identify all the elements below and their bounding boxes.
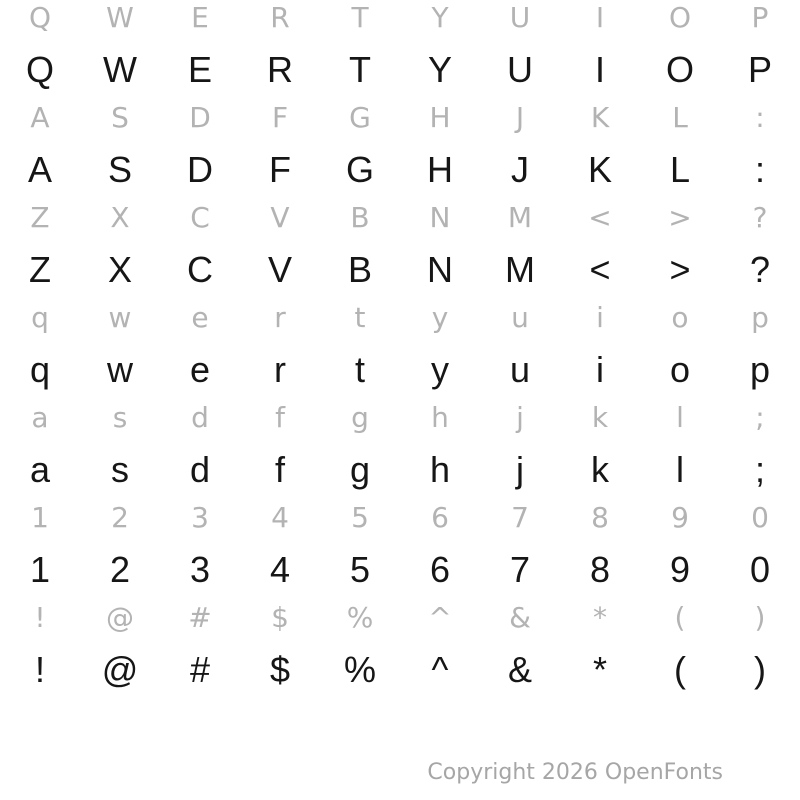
ref-character-cell: p bbox=[751, 301, 769, 334]
glyph-character-cell: % bbox=[343, 649, 376, 690]
ref-character-cell: q bbox=[31, 301, 49, 334]
ref-character-cell: t bbox=[354, 301, 366, 334]
glyph-character-cell: E bbox=[187, 49, 212, 90]
ref-character-cell: 4 bbox=[271, 501, 289, 534]
ref-character-cell: 8 bbox=[591, 501, 609, 534]
ref-character-cell: F bbox=[271, 101, 289, 134]
ref-character-cell: W bbox=[106, 1, 134, 34]
glyph-character-cell: k bbox=[591, 449, 609, 490]
ref-character-cell: l bbox=[676, 401, 684, 434]
glyph-character-cell: J bbox=[511, 149, 529, 190]
ref-character-cell: o bbox=[671, 301, 689, 334]
ref-character-cell: R bbox=[270, 1, 290, 34]
ref-character-cell: I bbox=[595, 1, 605, 34]
glyph-character-cell: F bbox=[269, 149, 291, 190]
ref-character-cell: < bbox=[588, 201, 612, 234]
glyph-character-cell: M bbox=[505, 249, 535, 290]
glyph-row-uppercase-top-row bbox=[0, 50, 800, 90]
glyph-character-cell: Q bbox=[25, 49, 54, 90]
glyph-character-cell: S bbox=[107, 149, 132, 190]
glyph-character-cell: 4 bbox=[269, 549, 291, 590]
ref-character-cell: ( bbox=[674, 601, 686, 634]
glyph-character-cell: H bbox=[427, 149, 453, 190]
glyph-character-cell: q bbox=[29, 349, 51, 390]
glyph-character-cell: ! bbox=[34, 649, 45, 690]
ref-character-cell: w bbox=[108, 301, 132, 334]
glyph-character-cell: 0 bbox=[749, 549, 771, 590]
ref-character-cell: O bbox=[668, 1, 692, 34]
glyph-character-cell: t bbox=[354, 349, 365, 390]
ref-character-cell: S bbox=[111, 101, 129, 134]
reference-row-lowercase-home-row bbox=[0, 398, 800, 438]
glyph-row-symbols-row bbox=[0, 650, 800, 690]
glyph-row-lowercase-top-row bbox=[0, 350, 800, 390]
ref-character-cell: J bbox=[515, 101, 525, 134]
glyph-character-cell: ? bbox=[749, 249, 771, 290]
ref-character-cell: B bbox=[350, 201, 370, 234]
glyph-character-cell: * bbox=[592, 649, 607, 690]
glyph-character-cell: h bbox=[429, 449, 451, 490]
glyph-character-cell: y bbox=[431, 349, 449, 390]
glyph-character-cell: V bbox=[267, 249, 292, 290]
glyph-character-cell: W bbox=[103, 49, 137, 90]
ref-character-cell: ? bbox=[752, 201, 768, 234]
glyph-character-cell: K bbox=[587, 149, 612, 190]
reference-row-lowercase-top-row bbox=[0, 298, 800, 338]
glyph-character-cell: w bbox=[107, 349, 133, 390]
ref-character-cell: j bbox=[516, 401, 524, 434]
glyph-character-cell: Y bbox=[427, 49, 452, 90]
ref-character-cell: E bbox=[191, 1, 209, 34]
glyph-character-cell: g bbox=[349, 449, 371, 490]
ref-character-cell: C bbox=[190, 201, 210, 234]
glyph-character-cell: O bbox=[665, 49, 694, 90]
glyph-character-cell: 1 bbox=[29, 549, 51, 590]
glyph-character-cell: N bbox=[427, 249, 453, 290]
ref-character-cell: @ bbox=[106, 601, 134, 634]
ref-character-cell: i bbox=[596, 301, 604, 334]
ref-character-cell: $ bbox=[271, 601, 289, 634]
ref-character-cell: D bbox=[189, 101, 211, 134]
glyph-character-cell: > bbox=[669, 249, 691, 290]
glyph-character-cell: < bbox=[589, 249, 611, 290]
glyph-character-cell: Z bbox=[29, 249, 51, 290]
glyph-row-uppercase-bottom-row bbox=[0, 250, 800, 290]
glyph-row-lowercase-home-row bbox=[0, 450, 800, 490]
reference-row-digits-row bbox=[0, 498, 800, 538]
ref-character-cell: P bbox=[751, 1, 769, 34]
glyph-row-digits-row bbox=[0, 550, 800, 590]
glyph-character-cell: l bbox=[676, 449, 684, 490]
glyph-character-cell: G bbox=[345, 149, 374, 190]
glyph-row-uppercase-home-row bbox=[0, 150, 800, 190]
ref-character-cell: Q bbox=[28, 1, 52, 34]
ref-character-cell: a bbox=[31, 401, 49, 434]
glyph-character-cell: 8 bbox=[589, 549, 611, 590]
ref-character-cell: : bbox=[755, 101, 765, 134]
ref-character-cell: V bbox=[270, 201, 290, 234]
glyph-character-cell: & bbox=[507, 649, 532, 690]
ref-character-cell: L bbox=[672, 101, 688, 134]
glyph-character-cell: ; bbox=[754, 449, 765, 490]
ref-character-cell: r bbox=[274, 301, 286, 334]
ref-character-cell: s bbox=[112, 401, 128, 434]
ref-character-cell: G bbox=[349, 101, 371, 134]
ref-character-cell: 6 bbox=[431, 501, 449, 534]
glyph-character-cell: i bbox=[596, 349, 604, 390]
glyph-character-cell: : bbox=[754, 149, 765, 190]
glyph-character-cell: o bbox=[669, 349, 691, 390]
glyph-character-cell: I bbox=[594, 49, 605, 90]
ref-character-cell: 1 bbox=[31, 501, 49, 534]
ref-character-cell: 3 bbox=[191, 501, 209, 534]
ref-character-cell: ; bbox=[755, 401, 765, 434]
glyph-character-cell: $ bbox=[269, 649, 291, 690]
ref-character-cell: Y bbox=[431, 1, 449, 34]
ref-character-cell: N bbox=[429, 201, 451, 234]
glyph-character-cell: # bbox=[189, 649, 211, 690]
ref-character-cell: > bbox=[668, 201, 692, 234]
ref-character-cell: Z bbox=[30, 201, 50, 234]
glyph-character-cell: d bbox=[189, 449, 211, 490]
ref-character-cell: 5 bbox=[351, 501, 369, 534]
glyph-character-cell: D bbox=[187, 149, 213, 190]
ref-character-cell: T bbox=[351, 1, 369, 34]
glyph-character-cell: T bbox=[349, 49, 371, 90]
glyph-character-cell: s bbox=[111, 449, 129, 490]
glyph-character-cell: 9 bbox=[669, 549, 691, 590]
glyph-character-cell: 2 bbox=[109, 549, 131, 590]
reference-row-symbols-row bbox=[0, 598, 800, 638]
glyph-character-cell: ( bbox=[674, 649, 686, 690]
ref-character-cell: 2 bbox=[111, 501, 129, 534]
ref-character-cell: # bbox=[188, 601, 212, 634]
glyph-character-cell: R bbox=[267, 49, 293, 90]
ref-character-cell: d bbox=[191, 401, 209, 434]
ref-character-cell: f bbox=[275, 401, 285, 434]
glyph-character-cell: 6 bbox=[429, 549, 451, 590]
ref-character-cell: X bbox=[110, 201, 130, 234]
glyph-character-cell: @ bbox=[101, 649, 139, 690]
ref-character-cell: % bbox=[346, 601, 374, 634]
ref-character-cell: M bbox=[507, 201, 533, 234]
ref-character-cell: g bbox=[351, 401, 369, 434]
glyph-character-cell: A bbox=[27, 149, 52, 190]
glyph-character-cell: u bbox=[509, 349, 531, 390]
ref-character-cell: ^ bbox=[428, 601, 452, 634]
glyph-character-cell: e bbox=[189, 349, 211, 390]
glyph-character-cell: p bbox=[749, 349, 771, 390]
glyph-character-cell: X bbox=[107, 249, 132, 290]
reference-row-uppercase-home-row bbox=[0, 98, 800, 138]
ref-character-cell: 9 bbox=[671, 501, 689, 534]
ref-character-cell: H bbox=[429, 101, 451, 134]
glyph-character-cell: ^ bbox=[431, 649, 449, 690]
ref-character-cell: A bbox=[30, 101, 50, 134]
glyph-character-cell: ) bbox=[754, 649, 766, 690]
glyph-character-cell: C bbox=[187, 249, 213, 290]
ref-character-cell: h bbox=[431, 401, 449, 434]
ref-character-cell: 7 bbox=[511, 501, 529, 534]
glyph-character-cell: a bbox=[29, 449, 51, 490]
glyph-character-cell: B bbox=[347, 249, 372, 290]
ref-character-cell: ! bbox=[34, 601, 46, 634]
ref-character-cell: * bbox=[593, 601, 607, 634]
ref-character-cell: y bbox=[431, 301, 449, 334]
glyph-character-cell: L bbox=[669, 149, 691, 190]
reference-row-uppercase-bottom-row bbox=[0, 198, 800, 238]
glyph-character-cell: 5 bbox=[349, 549, 371, 590]
glyph-character-cell: P bbox=[747, 49, 772, 90]
glyph-character-cell: f bbox=[274, 449, 285, 490]
ref-character-cell: K bbox=[590, 101, 610, 134]
ref-character-cell: k bbox=[591, 401, 609, 434]
glyph-character-cell: 7 bbox=[509, 549, 531, 590]
glyph-character-cell: 3 bbox=[189, 549, 211, 590]
ref-character-cell: 0 bbox=[751, 501, 769, 534]
ref-character-cell: & bbox=[509, 601, 531, 634]
glyph-character-cell: r bbox=[274, 349, 286, 390]
glyph-character-cell: U bbox=[507, 49, 533, 90]
glyph-character-cell: j bbox=[516, 449, 524, 490]
ref-character-cell: u bbox=[511, 301, 529, 334]
ref-character-cell: U bbox=[509, 1, 531, 34]
ref-character-cell: ) bbox=[754, 601, 766, 634]
reference-row-uppercase-top-row bbox=[0, 0, 800, 38]
copyright-text: Copyright 2026 OpenFonts bbox=[427, 760, 723, 785]
ref-character-cell: e bbox=[191, 301, 209, 334]
